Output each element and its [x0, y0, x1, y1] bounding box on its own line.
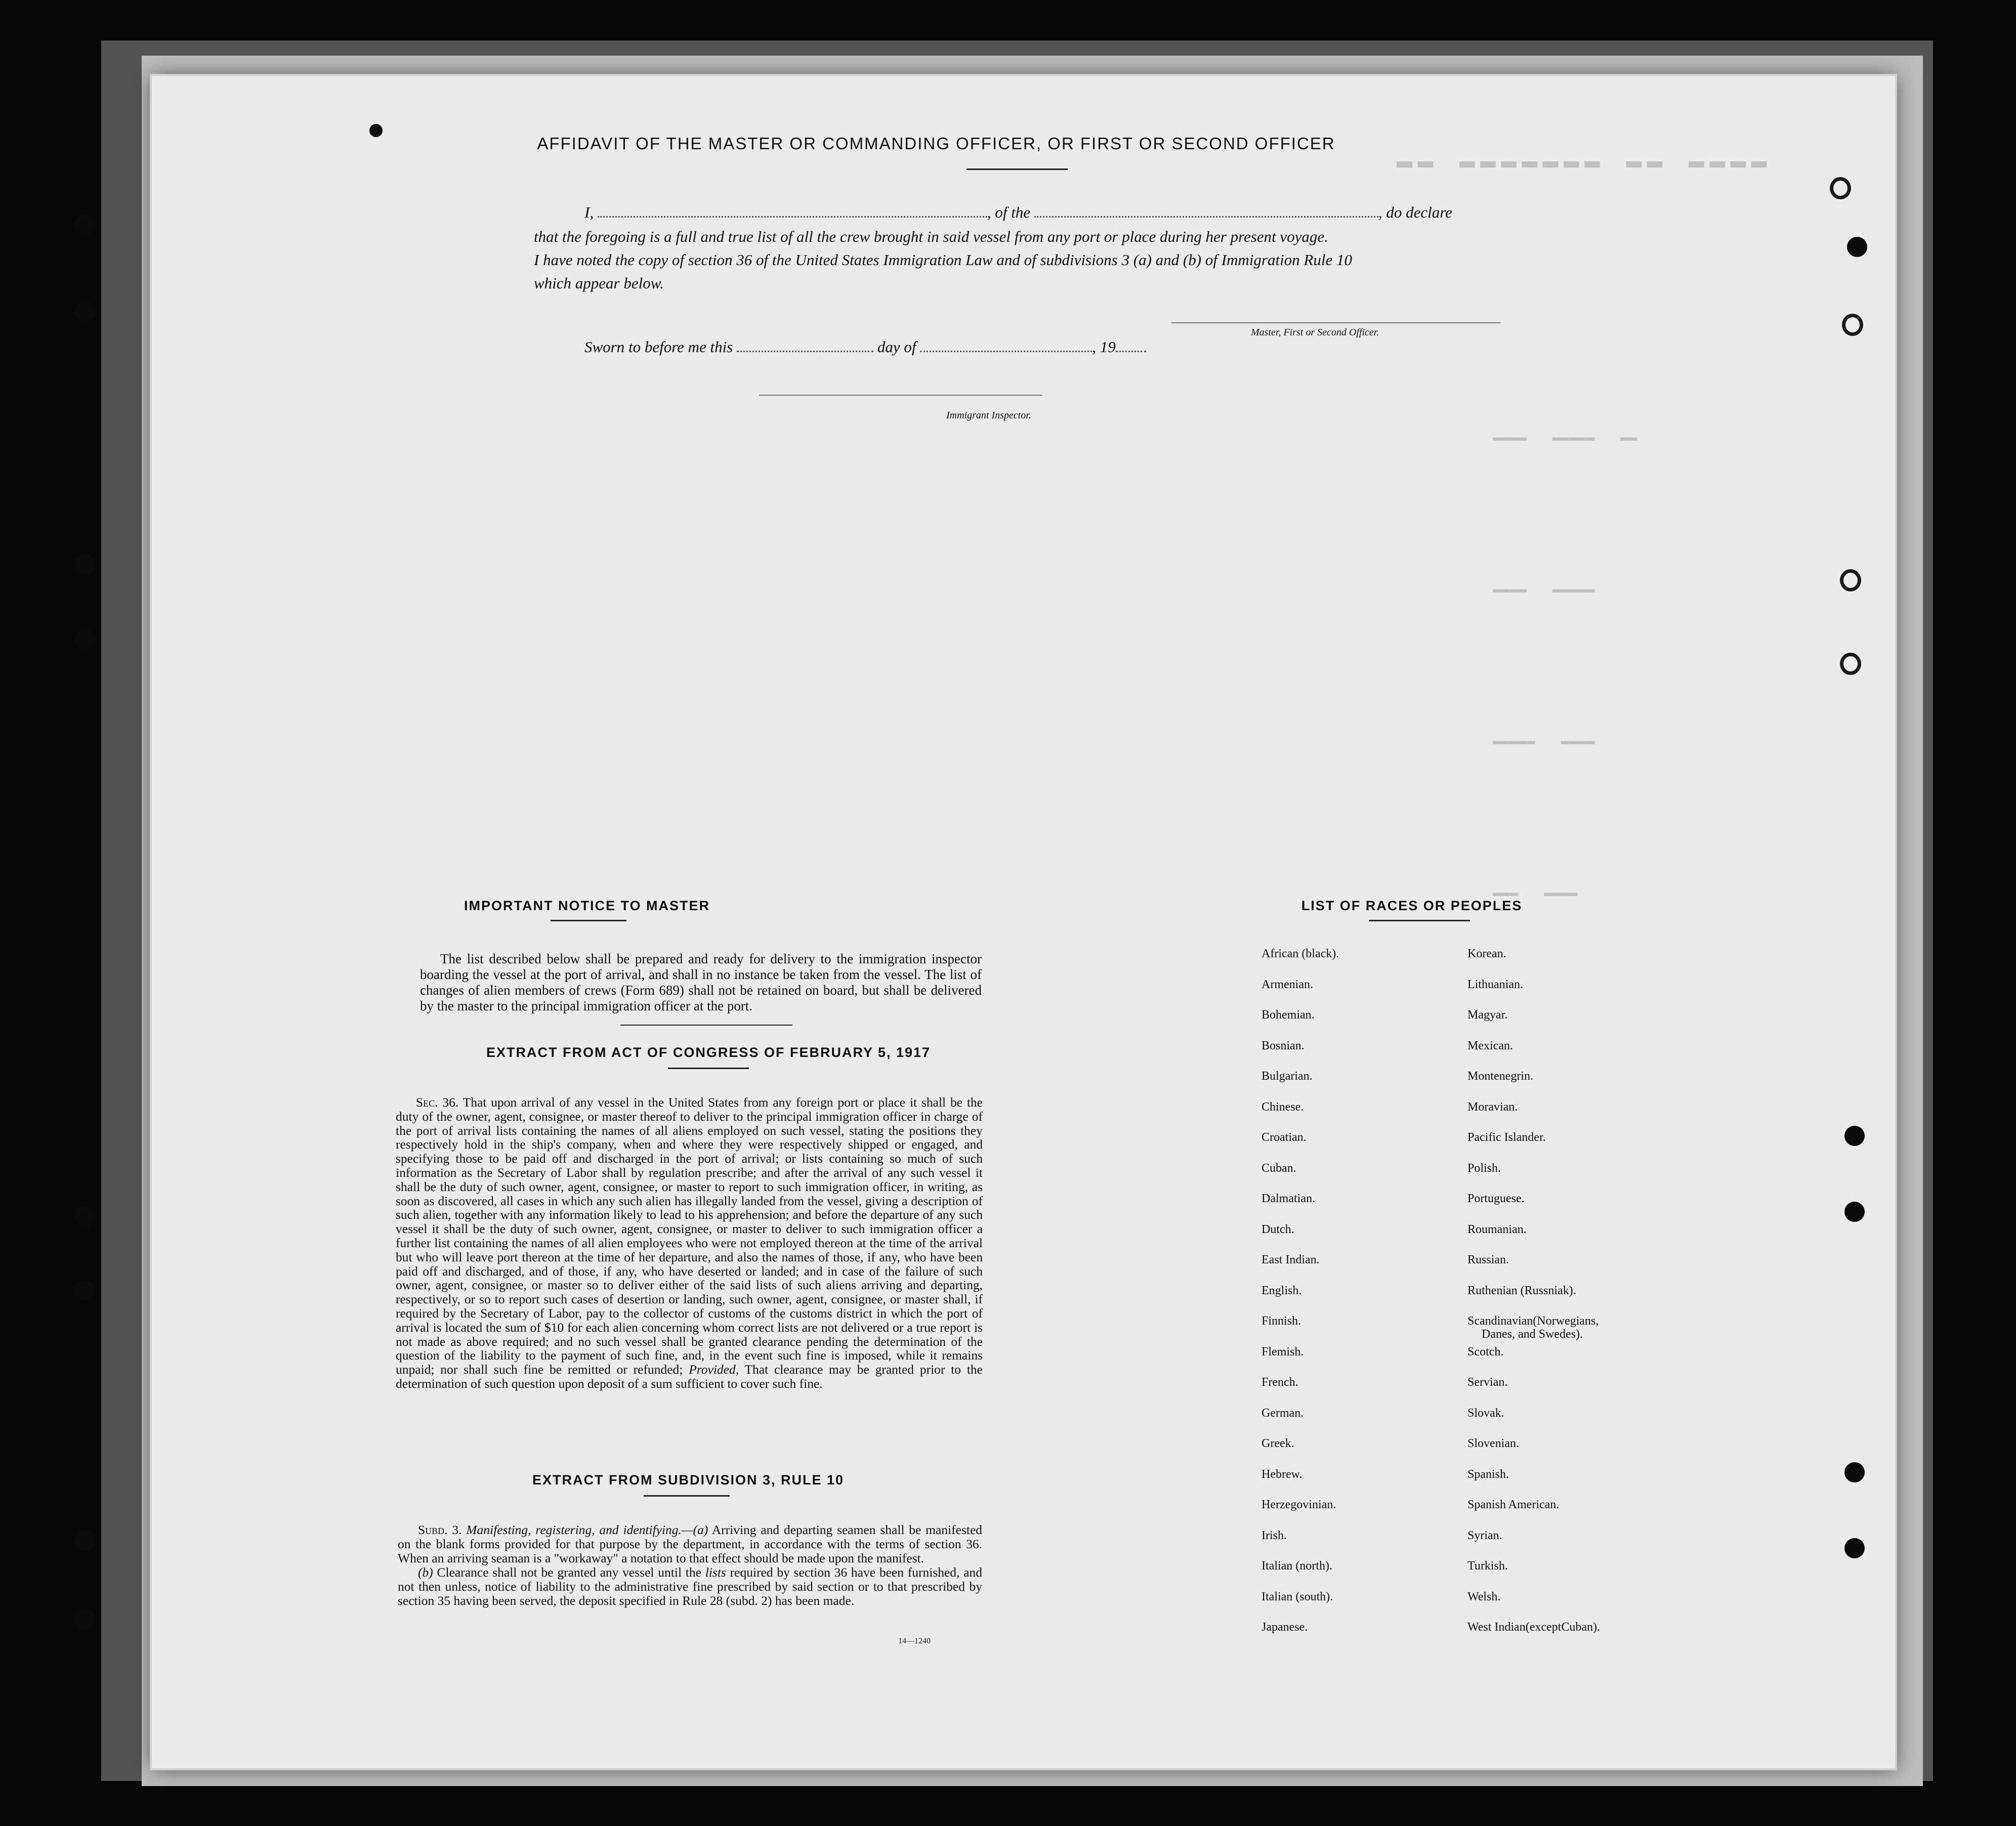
race-item: Armenian.: [1262, 978, 1313, 991]
race-item: West Indian(exceptCuban).: [1467, 1621, 1600, 1634]
race-item: Chinese.: [1262, 1100, 1304, 1114]
binder-hole: [369, 124, 383, 137]
binder-hole: [75, 1207, 95, 1227]
notice-underline: [551, 920, 626, 921]
binder-hole: [1844, 1202, 1865, 1222]
rule-underline: [644, 1495, 730, 1497]
races-title: LIST OF RACES OR PEOPLES: [1301, 898, 1523, 913]
signature-caption: Master, First or Second Officer.: [1251, 327, 1379, 338]
form-number: 14—1240: [898, 1637, 931, 1645]
binder-hole: [75, 554, 95, 574]
binder-hole: [75, 1609, 95, 1629]
race-item: Servian.: [1467, 1376, 1508, 1389]
bleed-through-text: ▬▬ ▬▬▬▬▬▬▬ ▬▬ ▬▬▬▬: [1397, 147, 1772, 177]
affidavit-line-4: which appear below.: [534, 274, 664, 292]
title-underline: [967, 168, 1068, 170]
race-item: Japanese.: [1262, 1621, 1308, 1634]
race-item: English.: [1262, 1284, 1302, 1297]
race-item: Russian.: [1467, 1253, 1509, 1266]
act-underline: [668, 1068, 749, 1069]
race-item: Bohemian.: [1262, 1008, 1315, 1022]
binder-hole: [1840, 653, 1861, 675]
race-item: Croatian.: [1262, 1131, 1307, 1144]
rule-body: Subd. 3. Manifesting, registering, and identifying.—(a) Arriving and departing seamen shall be manifested on the blank forms provided for that purpose by the department, in accordance with the terms of section 36. When an arriving seaman is a "workaway" a notation to that effect should be made upon the manifest. (b) Clearance shall not be granted any vessel until the lists required by section 36 have been furnished, and not then unless, notice of liability to the administrative fine prescribed by said section or to that prescribed by section 35 having been served, the deposit specified in Rule 28 (subd. 2) has been made.: [398, 1522, 983, 1608]
section-divider: [620, 1025, 792, 1026]
binder-hole: [75, 215, 95, 235]
race-item: French.: [1262, 1376, 1298, 1389]
notice-title: IMPORTANT NOTICE TO MASTER: [464, 898, 710, 913]
race-item: Bulgarian.: [1262, 1070, 1313, 1083]
bleed-through-text: ▬▬▬▬ ▬▬▬▬▬ ▬▬: [1493, 430, 1637, 446]
affidavit-line-3: I have noted the copy of section 36 of the United States Immigration Law and of subdivisions 3 (a) and (b) of Immigration Rule 10: [534, 251, 1352, 269]
notice-body: The list described below shall be prepared and ready for delivery to the immigration inspector boarding the vessel at the port of arrival, and shall in no instance be taken from the vessel. The list of changes of alien members of crews (Form 689) shall not be retained on board, but shall be delivered by the master to the principal immigration officer at the port.: [420, 951, 982, 1013]
race-item: Moravian.: [1467, 1100, 1518, 1114]
race-item: Slovak.: [1467, 1406, 1504, 1420]
race-item: Herzegovinian.: [1262, 1498, 1336, 1511]
race-item: Cuban.: [1262, 1161, 1296, 1175]
binder-hole: [75, 1280, 95, 1300]
binder-hole: [1847, 237, 1867, 257]
race-item: Italian (north).: [1262, 1559, 1332, 1573]
act-title: EXTRACT FROM ACT OF CONGRESS OF FEBRUARY 5, 1917: [486, 1045, 931, 1060]
race-item: Finnish.: [1262, 1314, 1301, 1328]
race-item: Greek.: [1262, 1437, 1294, 1450]
race-item: Scotch.: [1467, 1345, 1504, 1358]
inspector-signature-line: [759, 395, 1042, 396]
race-item: Polish.: [1467, 1161, 1501, 1175]
binder-hole: [1842, 314, 1863, 336]
race-item: Portuguese.: [1467, 1192, 1525, 1205]
race-item: Korean.: [1467, 947, 1506, 960]
binder-hole: [1844, 1126, 1865, 1146]
document-page: [152, 76, 1895, 1768]
races-left-column: [1262, 947, 1339, 1651]
races-right-column: [1467, 947, 1600, 1651]
race-item: Hebrew.: [1262, 1467, 1303, 1481]
affidavit-line-2: that the foregoing is a full and true list of all the crew brought in said vessel from any port or place during her present voyage.: [534, 228, 1328, 245]
binder-hole: [1830, 177, 1851, 199]
race-item: Spanish.: [1467, 1467, 1509, 1481]
race-item: African (black).: [1262, 947, 1339, 960]
signature-line: [1171, 322, 1500, 323]
bleed-through-text: ▬▬▬ ▬▬▬▬: [1493, 885, 1578, 901]
binder-hole: [75, 301, 95, 321]
race-item: Turkish.: [1467, 1559, 1508, 1573]
act-body: Sec. 36. That upon arrival of any vessel in the United States from any foreign port or place it shall be the duty of the owner, agent, consignee, or master thereof to deliver to the principal immigration officer in charge of the port of arrival lists containing the names of all aliens employed on such vessel, stating the positions they respectively hold in the ship's company, when and where they were respectively shipped or engaged, and specifying those to be paid off and discharged in the port of arrival; or lists containing so much of such information as the Secretary of Labor shall by regulation prescribe; and after the arrival of any such vessel it shall be the duty of such owner, agent, consignee, or master to report to such immigration officer, in writing, as soon as discovered, all cases in which any such alien has illegally landed from the vessel, giving a description of such alien, together with any information likely to lead to his apprehension; and before the departure of any such vessel it shall be the duty of such owner, agent, consignee, or master to deliver to such immigration officer a further list containing the names of all alien employees who were not employed thereon at the time of the arrival but who will leave port thereon at the time of her departure, and also the names of those, if any, who have been paid off and discharged, and of those, if any, who have deserted or landed; and in case of the failure of such owner, agent, consignee, or master so to deliver either of the said lists of such aliens arriving and departing, respectively, or so to report such cases of desertion or landing, such owner, agent, consignee, or master shall, if required by the Secretary of Labor, pay to the collector of customs of the customs district in which the port of arrival is located the sum of $10 for each alien concerning whom correct lists are not delivered or a true report is not made as above required; and no such vessel shall be granted clearance pending the determination of the question of the liability to the payment of such fine, and, in the event such fine is imposed, while it remains unpaid; nor shall such fine be remitted or refunded; Provided, That clearance may be granted prior to the determination of such question upon deposit of a sum sufficient to cover such fine.: [396, 1095, 983, 1391]
race-item: Mexican.: [1467, 1039, 1513, 1052]
race-item: Welsh.: [1467, 1590, 1501, 1603]
race-item: Irish.: [1262, 1528, 1287, 1542]
race-item: Flemish.: [1262, 1345, 1304, 1358]
race-item: Syrian.: [1467, 1528, 1502, 1542]
race-item: Bosnian.: [1262, 1039, 1305, 1052]
race-item: Spanish American.: [1467, 1498, 1560, 1511]
race-item: Italian (south).: [1262, 1590, 1333, 1603]
binder-hole: [1840, 569, 1861, 591]
race-item: Pacific Islander.: [1467, 1131, 1546, 1144]
races-underline: [1369, 920, 1470, 921]
binder-hole: [75, 1531, 95, 1551]
inspector-caption: Immigrant Inspector.: [946, 410, 1031, 421]
race-item: Montenegrin.: [1467, 1070, 1533, 1083]
race-item: Scandinavian(Norwegians, Danes, and Swedes).: [1467, 1314, 1599, 1341]
race-item: Slovenian.: [1467, 1437, 1519, 1450]
bleed-through-text: ▬▬▬▬▬ ▬▬▬▬: [1493, 734, 1595, 749]
race-item: East Indian.: [1262, 1253, 1320, 1266]
race-item: German.: [1262, 1406, 1304, 1420]
race-item: Dalmatian.: [1262, 1192, 1315, 1205]
rule-title: EXTRACT FROM SUBDIVISION 3, RULE 10: [532, 1472, 845, 1488]
sworn-line: Sworn to before me this day of , 19: [584, 335, 1146, 359]
binder-hole: [75, 630, 95, 650]
race-item: Dutch.: [1262, 1222, 1294, 1236]
race-item: Roumanian.: [1467, 1222, 1527, 1236]
race-item: Ruthenian (Russniak).: [1467, 1284, 1576, 1297]
race-item: Magyar.: [1467, 1008, 1508, 1022]
binder-hole: [1844, 1462, 1865, 1482]
affidavit-line-1: I, , of the , do declare: [584, 201, 1452, 224]
race-item: Lithuanian.: [1467, 978, 1523, 991]
affidavit-title: AFFIDAVIT OF THE MASTER OR COMMANDING OFFICER, OR FIRST OR SECOND OFFICER: [537, 134, 1335, 153]
binder-hole: [1844, 1538, 1865, 1558]
bleed-through-text: ▬▬▬▬ ▬▬▬▬▬: [1493, 582, 1595, 598]
